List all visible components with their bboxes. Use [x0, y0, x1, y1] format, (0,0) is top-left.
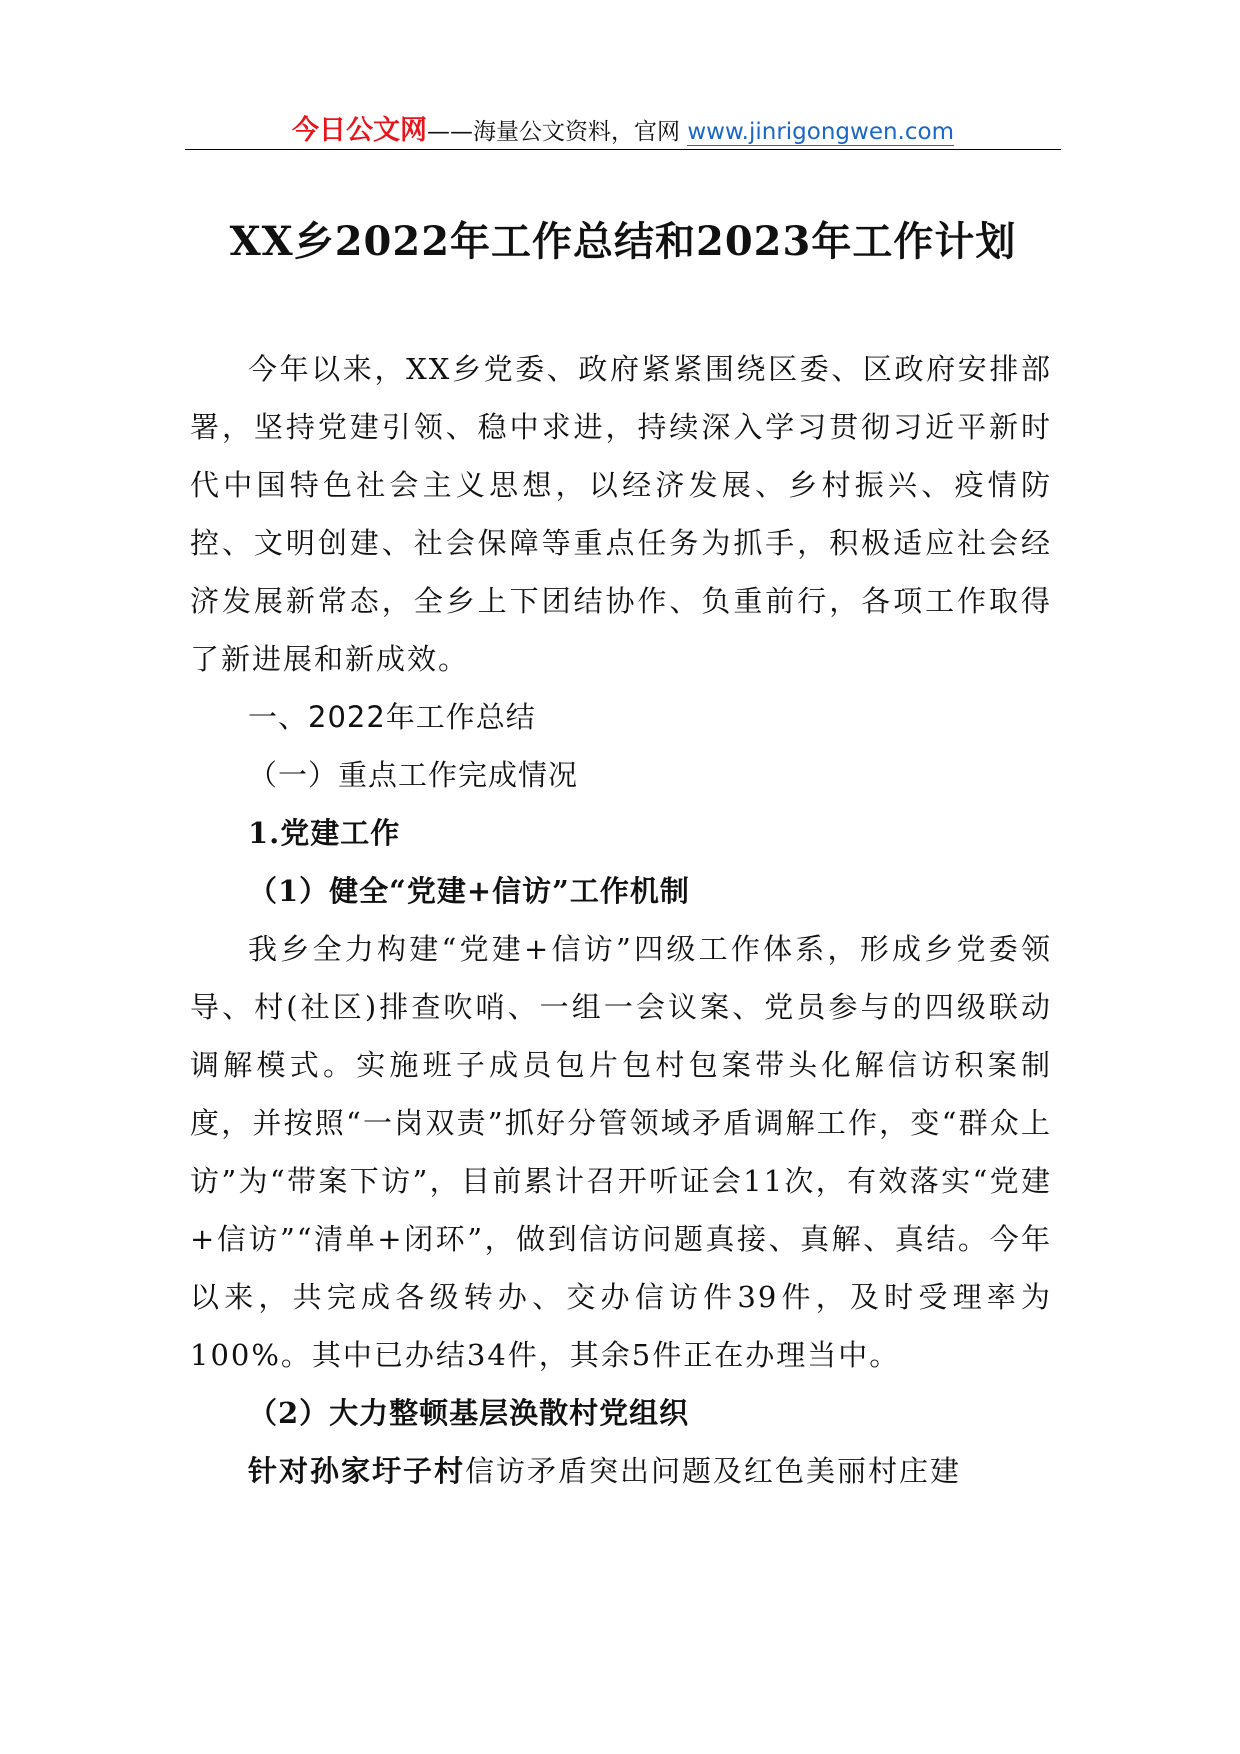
item-heading-petition-mechanism: （1）健全“党建+信访”工作机制 — [248, 874, 690, 908]
item-heading-party-building: 1.党建工作 — [248, 816, 401, 850]
header-divider — [185, 149, 1061, 150]
item-heading-rectify-party-orgs: （2）大力整顿基层涣散村党组织 — [248, 1396, 690, 1430]
section-heading-summary: 一、2022年工作总结 — [248, 700, 536, 734]
petition-mechanism-paragraph: 我乡全力构建“党建+信访”四级工作体系，形成乡党委领导、村(社区)排查吹哨、一组一会议案、党员参与的四级联动调解模式。实施班子成员包片包村包案带头化解信访积案制度，并按照“一岗双责”抓好分管领域矛盾调解工作，变“群众上访”为“带案下访”，目前累计召开听证会11次，有效落实“党建+信访”“清单+闭环”，做到信访问题真接、真解、真结。今年以来，共完成各级转办、交办信访件39件，及时受理率为100%。其中已办结34件，其余5件正在办理当中。 — [190, 932, 1052, 1372]
village-name-lead: 针对孙家圩子村 — [248, 1454, 466, 1488]
subsection-heading-key-work: （一）重点工作完成情况 — [248, 758, 579, 792]
site-tagline: ——海量公文资料，官网 — [427, 119, 688, 145]
brand-name: 今日公文网 — [292, 115, 428, 146]
rectify-paragraph-text: 信访矛盾突出问题及红色美丽村庄建 — [465, 1454, 962, 1488]
intro-paragraph: 今年以来，XX乡党委、政府紧紧围绕区委、区政府安排部署，坚持党建引领、稳中求进，持续深入学习贯彻习近平新时代中国特色社会主义思想，以经济发展、乡村振兴、疫情防控、文明创建、社会保障等重点任务为抓手，积极适应社会经济发展新常态，全乡上下团结协作、负重前行，各项工作取得了新进展和新成效。 — [190, 352, 1052, 676]
rectify-party-orgs-paragraph — [190, 1442, 1052, 1500]
document-title: XX乡2022年工作总结和2023年工作计划 — [229, 218, 1017, 265]
document-body — [190, 340, 1052, 1500]
site-header — [185, 108, 1061, 152]
site-url-link[interactable]: www.jinrigongwen.com — [687, 119, 954, 145]
